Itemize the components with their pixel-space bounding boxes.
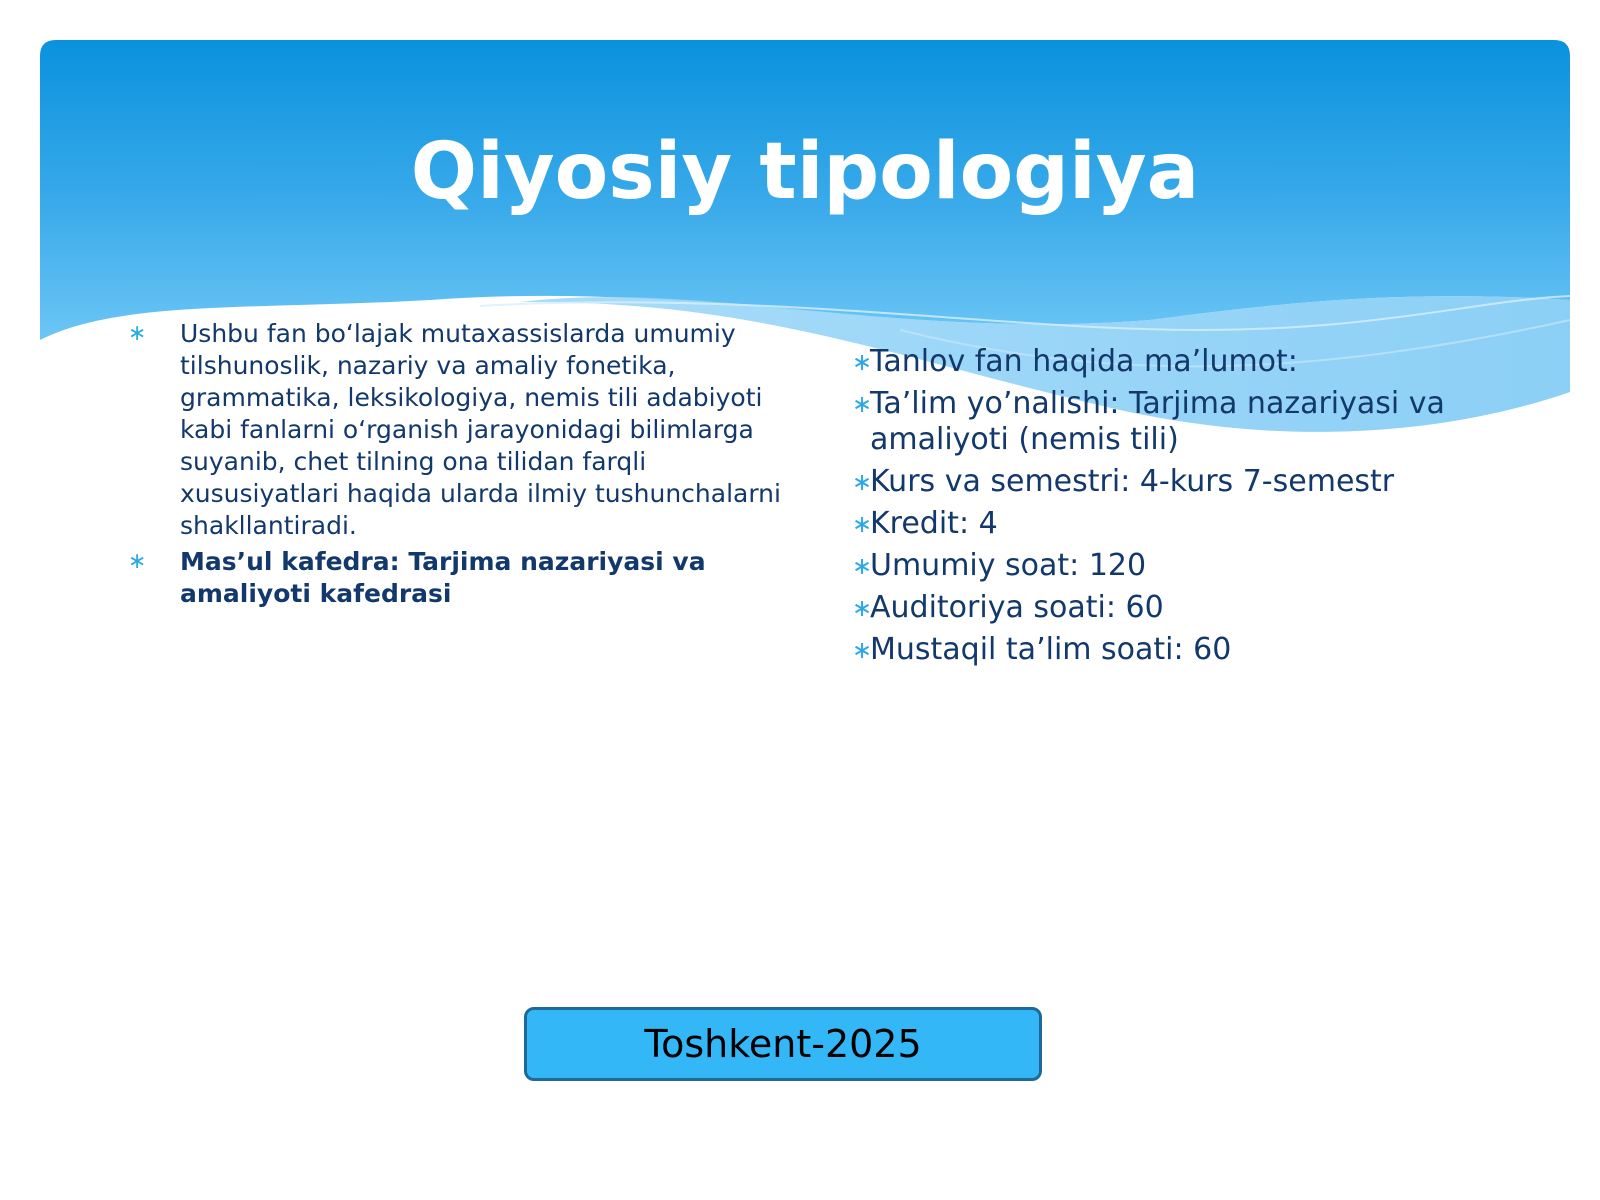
course-info-heading: Tanlov fan haqida ma’lumot: — [870, 344, 1298, 379]
list-item — [852, 344, 1552, 380]
list-item — [852, 506, 1552, 542]
list-item — [128, 318, 788, 542]
slide-title: Qiyosiy tipologiya — [410, 127, 1200, 217]
course-description: Ushbu fan bo‘lajak mutaxassislarda umumiy tilshunoslik, nazariy va amaliy fonetika, grammatika, leksikologiya, nemis tili adabiyoti kabi fanlarni o‘rganish jarayonidagi bilimlarga suyanib, chet tilning ona tilidan farqli xususiyatlari haqida ularda ilmiy tushunchalarni shakllantiradi. — [180, 319, 781, 540]
list-item — [852, 632, 1552, 668]
list-item — [128, 546, 788, 610]
classroom-hours: Auditoriya soati: 60 — [870, 590, 1164, 625]
list-item — [852, 548, 1552, 584]
asterisk-bullet-icon: ∗ — [852, 552, 873, 580]
asterisk-bullet-icon: ∗ — [128, 321, 147, 346]
asterisk-bullet-icon: ∗ — [852, 348, 873, 376]
asterisk-bullet-icon: ∗ — [852, 636, 873, 664]
asterisk-bullet-icon: ∗ — [852, 594, 873, 622]
responsible-department: Mas’ul kafedra: Tarjima nazariyasi va amaliyoti kafedrasi — [180, 547, 706, 608]
footer-label: Toshkent-2025 — [644, 1022, 922, 1066]
list-item — [852, 386, 1552, 458]
footer-label-box — [524, 1007, 1042, 1081]
course-semester: Kurs va semestri: 4-kurs 7-semestr — [870, 464, 1395, 499]
right-bullet-list — [852, 344, 1552, 674]
credit: Kredit: 4 — [870, 506, 998, 541]
asterisk-bullet-icon: ∗ — [852, 390, 873, 418]
asterisk-bullet-icon: ∗ — [852, 510, 873, 538]
list-item — [852, 590, 1552, 626]
asterisk-bullet-icon: ∗ — [852, 468, 873, 496]
education-direction: Ta’lim yo’nalishi: Tarjima nazariyasi va amaliyoti (nemis tili) — [870, 386, 1445, 457]
self-study-hours: Mustaqil ta’lim soati: 60 — [870, 632, 1232, 667]
left-bullet-list — [128, 318, 788, 614]
list-item — [852, 464, 1552, 500]
asterisk-bullet-icon: ∗ — [128, 549, 147, 574]
total-hours: Umumiy soat: 120 — [870, 548, 1147, 583]
